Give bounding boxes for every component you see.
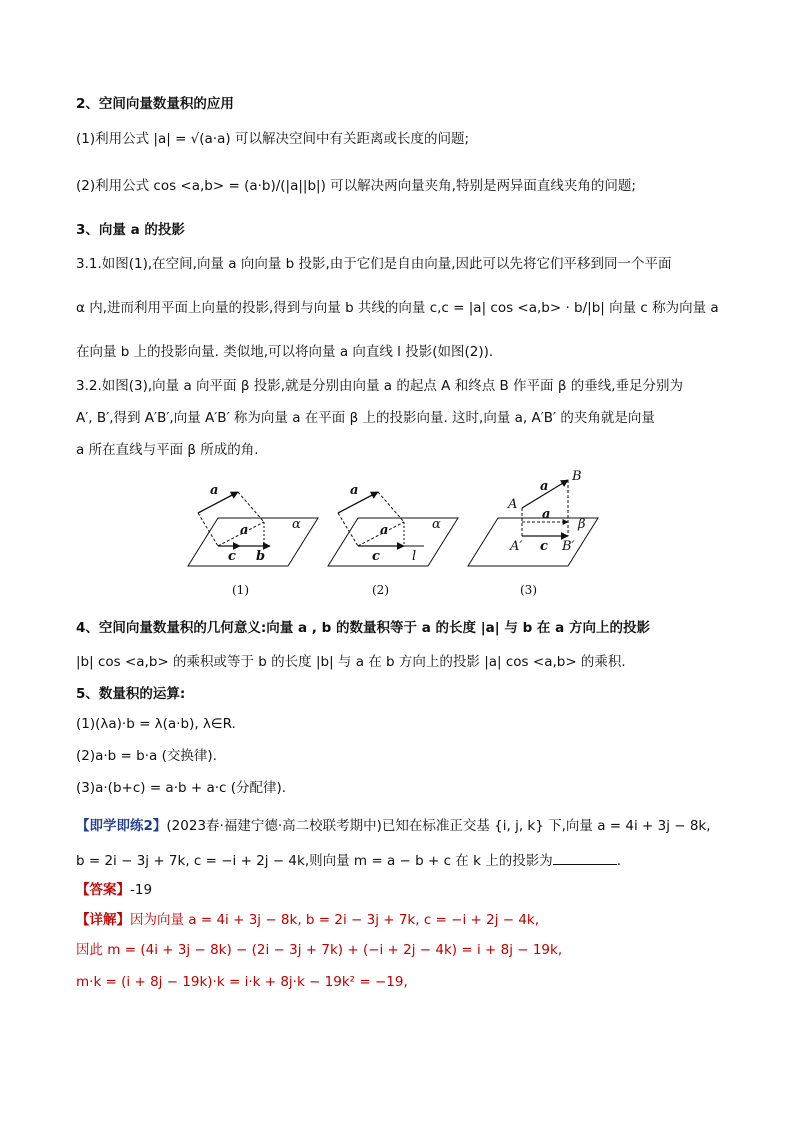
section-3-2-line-1: 3.2.如图(3),向量 a 向平面 β 投影,就是分别由向量 a 的起点 A 和终点 B 作平面 β 的垂线,垂足分别为 (76, 378, 684, 394)
section-4-line-2: |b| cos <a,b> 的乘积或等于 b 的长度 |b| 与 a 在 b 方向上的投影 |a| cos <a,b> 的乘积. (76, 654, 626, 670)
label-a-inner-3: a (542, 507, 551, 522)
section-3-2-line-3: a 所在直线与平面 β 所成的角. (76, 442, 259, 458)
label-a-inner-2: a (380, 523, 389, 538)
section-2-title: 2、空间向量数量积的应用 (76, 96, 234, 112)
figure-1 (188, 483, 318, 597)
label-alpha-1: α (292, 517, 301, 532)
detail-line-2: 因此 m = (4i + 3j − 8k) − (2i − 3j + 7k) + (−i + 2j − 4k) = i + 8j − 19k, (76, 942, 563, 958)
section-3-2-line-2: A′, B′,得到 A′B′,向量 A′B′ 称为向量 a 在平面 β 上的投影向量. 这时,向量 a, A′B′ 的夹角就是向量 (76, 410, 655, 426)
detail-text-1: 因为向量 a = 4i + 3j − 8k, b = 2i − 3j + 7k, c = −i + 2j − 4k, (130, 912, 540, 928)
practice-tag: 【即学即练2】 (76, 818, 167, 834)
section-2-item-1: (1)利用公式 |a| = √(a·a) 可以解决空间中有关距离或长度的问题; (76, 131, 469, 147)
label-a-inner-1: a (240, 523, 249, 538)
label-c-1: c (228, 549, 236, 564)
caption-2: (2) (372, 583, 389, 597)
label-c-2: c (372, 549, 380, 564)
label-a-2: a (350, 483, 359, 498)
figure-2 (328, 483, 458, 597)
section-2-item-2: (2)利用公式 cos <a,b> = (a·b)/(|a||b|) 可以解决两向量夹角,特别是两异面直线夹角的问题; (76, 178, 636, 194)
detail-tag: 【详解】 (76, 912, 130, 928)
caption-3: (3) (520, 583, 537, 597)
section-3-1-line-1: 3.1.如图(1),在空间,向量 a 向向量 b 投影,由于它们是自由向量,因此可以先将它们平移到同一个平面 (76, 256, 672, 272)
caption-1: (1) (232, 583, 249, 597)
label-B-prime: B′ (562, 539, 575, 554)
translate-line-3 (338, 513, 358, 546)
label-beta: β (578, 517, 586, 532)
practice-text-2: b = 2i − 3j + 7k, c = −i + 2j − 4k,则向量 m = a − b + c 在 k 上的投影为 (76, 853, 553, 869)
answer-blank (553, 850, 617, 865)
label-a-1: a (210, 483, 219, 498)
answer-line (76, 880, 734, 900)
label-c-3: c (540, 539, 548, 554)
translate-line-1 (198, 513, 218, 546)
section-5-rule-3: (3)a·(b+c) = a·b + a·c (分配律). (76, 780, 287, 796)
label-alpha-2: α (432, 517, 441, 532)
detail-line-1 (76, 910, 734, 930)
detail-line-3: m·k = (i + 8j − 19k)·k = i·k + 8j·k − 19k² = −19, (76, 974, 408, 990)
projection-figure (180, 468, 600, 604)
section-5-rule-1: (1)(λa)·b = λ(a·b), λ∈R. (76, 716, 236, 732)
answer-value: -19 (130, 882, 153, 898)
answer-tag: 【答案】 (76, 882, 130, 898)
label-A: A (508, 497, 518, 512)
section-3-1-line-3: 在向量 b 上的投影向量. 类似地,可以将向量 a 向直线 l 投影(如图(2)). (76, 344, 494, 360)
section-3-title: 3、向量 a 的投影 (76, 222, 185, 238)
figure-3 (468, 469, 598, 597)
label-a-3: a (540, 479, 549, 494)
section-5-rule-2: (2)a·b = b·a (交换律). (76, 748, 217, 764)
practice-text-end: . (616, 853, 622, 869)
practice-text-1: (2023春·福建宁德·高二校联考期中)已知在标准正交基 {i, j, k} 下,向量 a = 4i + 3j − 8k, (166, 818, 711, 834)
section-4-line-1: 4、空间向量数量积的几何意义:向量 a , b 的数量积等于 a 的长度 |a| 与 b 在 a 方向上的投影 (76, 620, 650, 636)
section-3-1-line-2: α 内,进而利用平面上向量的投影,得到与向量 b 共线的向量 c,c = |a| cos <a,b> · b/|b| 向量 c 称为向量 a (76, 300, 719, 316)
label-A-prime: A′ (510, 539, 523, 554)
section-5-title: 5、数量积的运算: (76, 686, 186, 702)
practice-line-2 (76, 850, 734, 871)
label-b-1: b (256, 549, 266, 564)
practice-line-1 (76, 816, 734, 836)
label-l: l (412, 549, 417, 564)
label-B: B (572, 469, 582, 484)
